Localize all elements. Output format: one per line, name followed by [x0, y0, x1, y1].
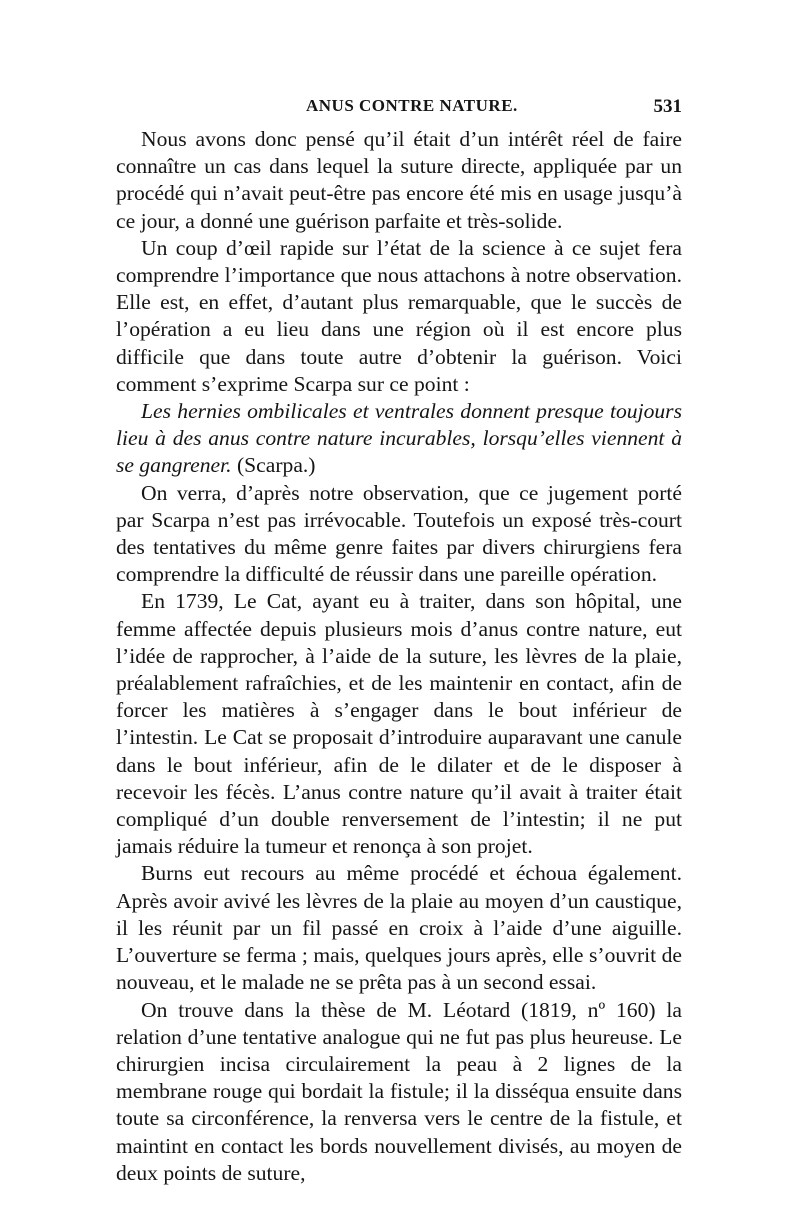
- paragraph: Nous avons donc pensé qu’il était d’un intérêt réel de faire connaître un cas dans lequel la suture directe, appliquée par un procédé qui n’avait peut-être pas encore été mis en usage jusqu’à ce jour, a donné une guérison parfaite et très-solide.: [116, 127, 682, 233]
- running-title: ANUS CONTRE NATURE.: [306, 96, 518, 115]
- paragraph: On trouve dans la thèse de M. Léotard (1819, nº 160) la relation d’une tentative analogue qui ne fut pas plus heureuse. Le chirurgien incisa circulairement la peau à 2 lignes de la membrane rouge qui bordait la fistule; il la disséqua ensuite dans toute sa circonférence, la renversa vers le centre de la fistule, et maintint en contact les bords nouvellement divisés, au moyen de deux points de suture,: [116, 997, 682, 1185]
- scarpa-quote: [116, 398, 682, 480]
- page-header: [116, 96, 682, 124]
- quote-source: (Scarpa.): [236, 453, 316, 478]
- paragraph: Burns eut recours au même procédé et échoua également. Après avoir avivé les lèvres de la plaie au moyen d’un caustique, il les réunit par un fil passé en croix à l’aide d’une aiguille. L’ouverture se ferma ; mais, quelques jours après, elle s’ouvrit de nouveau, et le malade ne se prêta pas à un second essai.: [116, 861, 682, 995]
- page-number: 531: [653, 96, 682, 117]
- paragraph: Un coup d’œil rapide sur l’état de la science à ce sujet fera comprendre l’importance que nous attachons à notre observation. Elle est, en effet, d’autant plus remarquable, que le succès de l’opération a eu lieu dans une région où il est encore plus difficile que dans toute autre d’obtenir la guérison. Voici comment s’exprime Scarpa sur ce point :: [116, 235, 682, 396]
- paragraph: On verra, d’après notre observation, que ce jugement porté par Scarpa n’est pas irrévocable. Toutefois un exposé très-court des tentatives du même genre faites par divers chirurgiens fera comprendre la difficulté de réussir dans une pareille opération.: [116, 480, 682, 587]
- body-text: [116, 126, 682, 1187]
- paragraph: En 1739, Le Cat, ayant eu à traiter, dans son hôpital, une femme affectée depuis plusieurs mois d’anus contre nature, eut l’idée de rapprocher, à l’aide de la suture, les lèvres de la plaie, préalablement rafraîchies, et de les maintenir en contact, afin de forcer les matières à s’engager dans le bout inférieur de l’intestin. Le Cat se proposait d’introduire auparavant une canule dans le bout inférieur, afin de le dilater et de le disposer à recevoir les fécès. L’anus contre nature qu’il avait à traiter était compliqué d’un double renversement de l’intestin; il ne put jamais réduire la tumeur et renonça à son projet.: [116, 589, 682, 859]
- quote-text: Les hernies ombilicales et ventrales donnent presque toujours lieu à des anus contre nature incurables, lorsqu’elles viennent à se gangrener.: [116, 399, 682, 478]
